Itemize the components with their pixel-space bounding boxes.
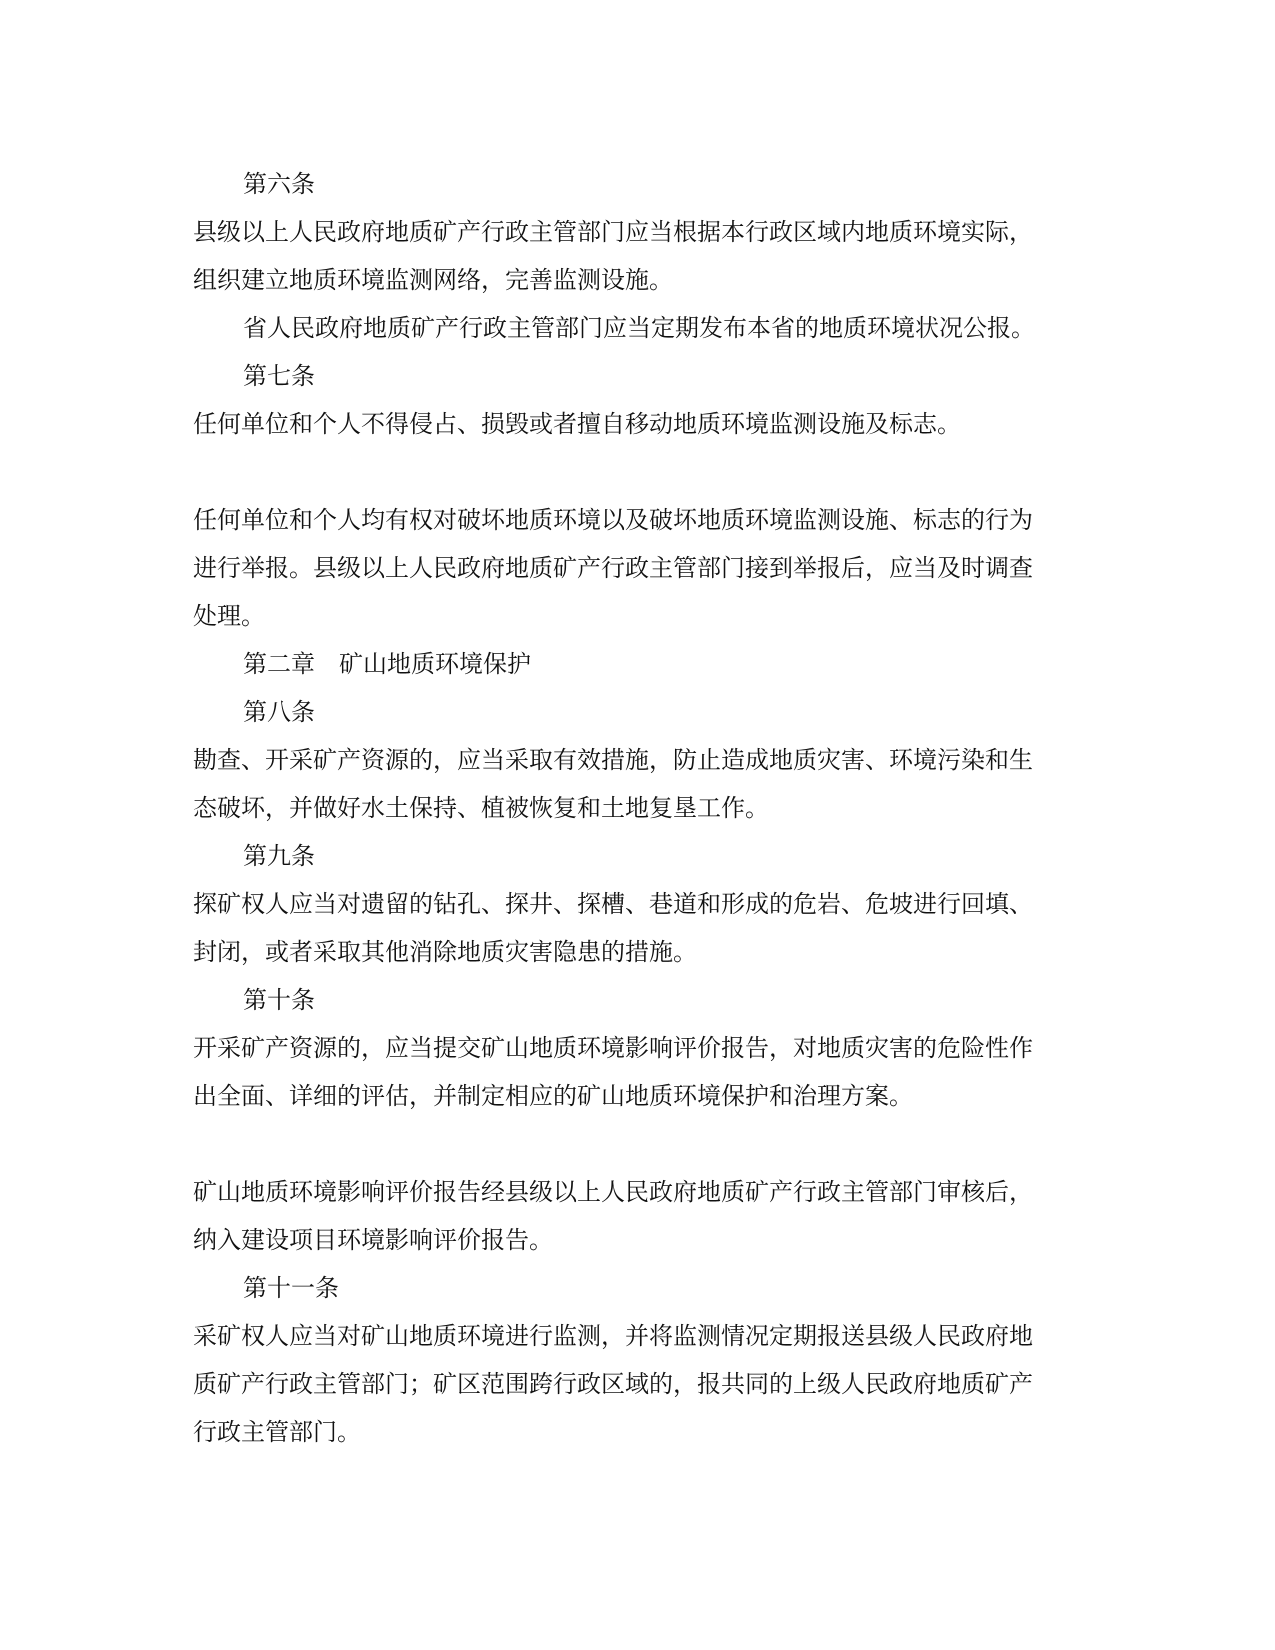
article-heading: 第十一条 [243,1274,339,1302]
paragraph-line: 质矿产行政主管部门；矿区范围跨行政区域的，报共同的上级人民政府地质矿产 [193,1370,1033,1398]
paragraph-line: 出全面、详细的评估，并制定相应的矿山地质环境保护和治理方案。 [193,1082,913,1110]
paragraph-line: 勘查、开采矿产资源的，应当采取有效措施，防止造成地质灾害、环境污染和生 [193,746,1033,774]
article-heading: 第九条 [243,842,315,870]
paragraph-line: 省人民政府地质矿产行政主管部门应当定期发布本省的地质环境状况公报。 [243,314,1035,342]
paragraph-gap [193,1120,1073,1168]
chapter-heading: 第二章 矿山地质环境保护 [243,650,531,678]
paragraph-line: 县级以上人民政府地质矿产行政主管部门应当根据本行政区域内地质环境实际， [193,218,1033,246]
paragraph-line: 处理。 [193,602,265,630]
paragraph-line: 矿山地质环境影响评价报告经县级以上人民政府地质矿产行政主管部门审核后， [193,1178,1033,1206]
paragraph-line: 态破坏，并做好水土保持、植被恢复和土地复垦工作。 [193,794,769,822]
paragraph-line: 任何单位和个人不得侵占、损毁或者擅自移动地质环境监测设施及标志。 [193,410,961,438]
paragraph-line: 纳入建设项目环境影响评价报告。 [193,1226,553,1254]
document-body [193,160,1073,1456]
article-heading: 第八条 [243,698,315,726]
paragraph-line: 封闭，或者采取其他消除地质灾害隐患的措施。 [193,938,697,966]
paragraph-line: 组织建立地质环境监测网络，完善监测设施。 [193,266,673,294]
paragraph-line: 采矿权人应当对矿山地质环境进行监测，并将监测情况定期报送县级人民政府地 [193,1322,1033,1350]
article-heading: 第七条 [243,362,315,390]
paragraph-line: 开采矿产资源的，应当提交矿山地质环境影响评价报告，对地质灾害的危险性作 [193,1034,1033,1062]
paragraph-line: 进行举报。县级以上人民政府地质矿产行政主管部门接到举报后，应当及时调查 [193,554,1033,582]
paragraph-line: 探矿权人应当对遗留的钻孔、探井、探槽、巷道和形成的危岩、危坡进行回填、 [193,890,1033,918]
paragraph-line: 任何单位和个人均有权对破坏地质环境以及破坏地质环境监测设施、标志的行为 [193,506,1033,534]
paragraph-gap [193,448,1073,496]
paragraph-line: 行政主管部门。 [193,1418,361,1446]
article-heading: 第十条 [243,986,315,1014]
article-heading: 第六条 [243,170,315,198]
